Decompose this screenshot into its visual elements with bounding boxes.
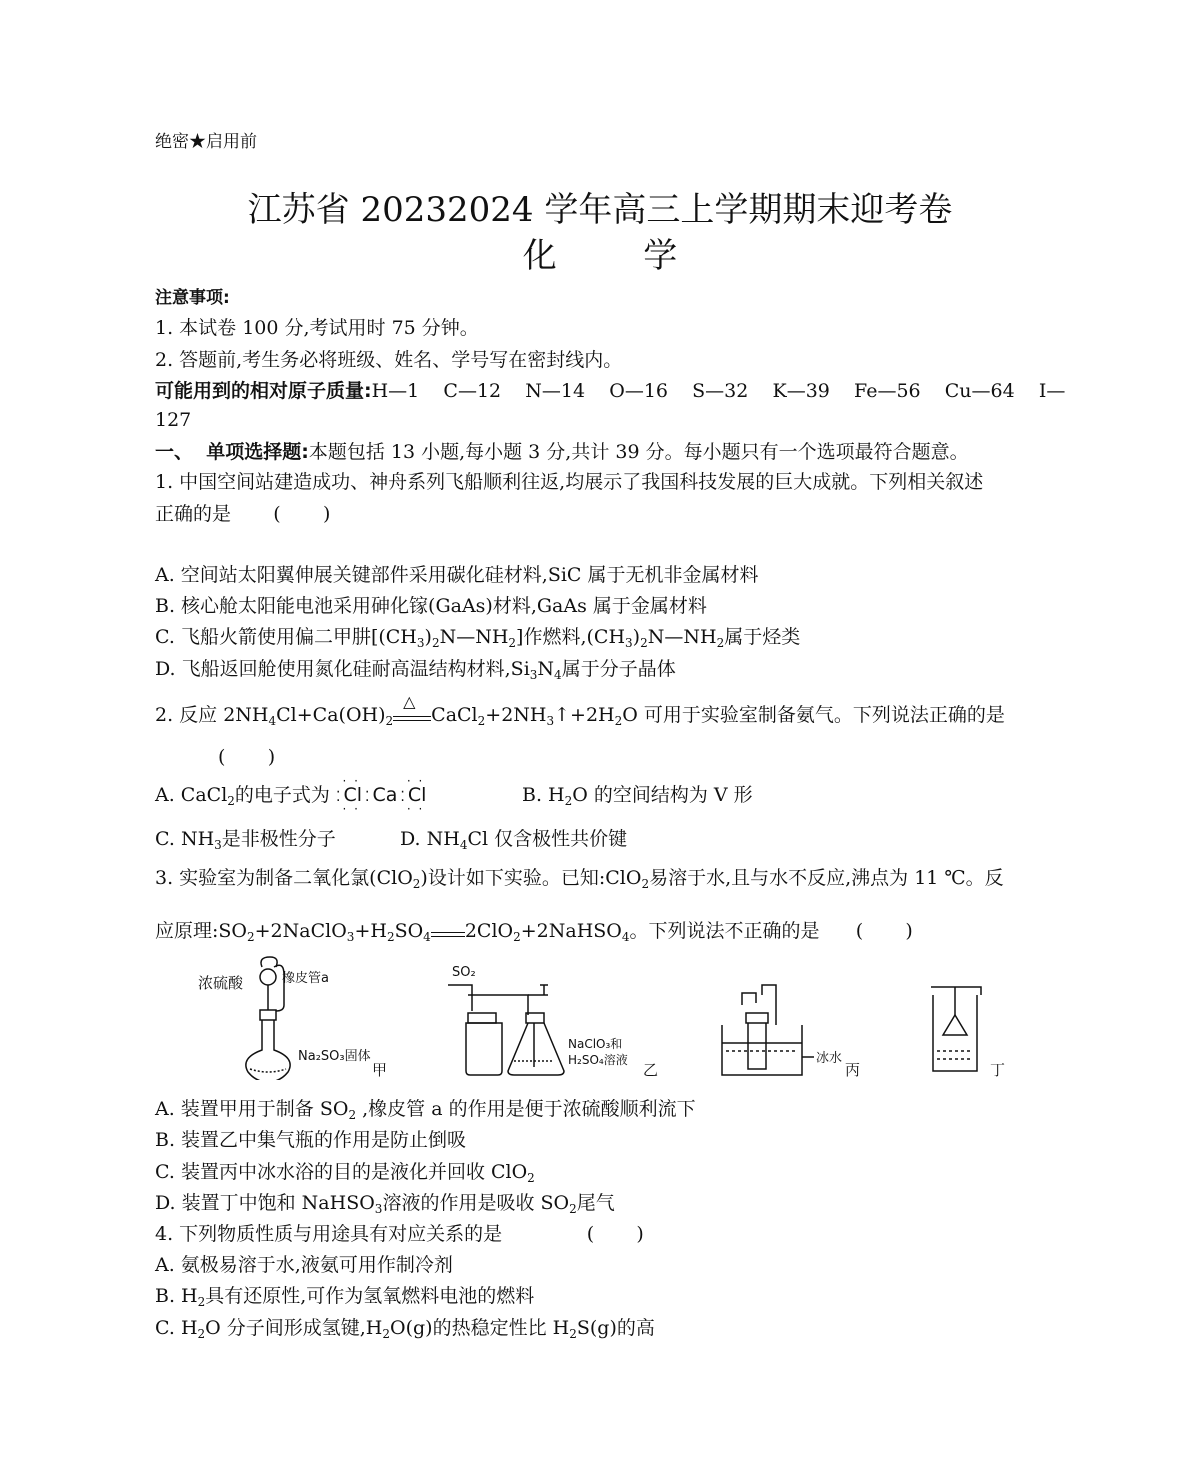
q1-option-b: B. 核心舱太阳能电池采用砷化镓(GaAs)材料,GaAs 属于金属材料 (155, 595, 707, 617)
electron-ca: Ca (372, 784, 398, 806)
q4-option-c: C. $H_2O$ 分子间形成氢键$,H_2O(g)$的热稳定性比 $H_2S(g)$的高 (155, 1317, 655, 1341)
exam-title: 江苏省 20232024 学年高三上学期期末迎考卷 (247, 190, 953, 230)
q3-option-b: B. 装置乙中集气瓶的作用是防止倒吸 (155, 1129, 467, 1151)
q2-option-a: A. CaCl$_2$的电子式为 ⁚· · Cl · · ⁚ Ca ⁚· · Cl · · (155, 783, 429, 813)
section-1-header (155, 440, 969, 464)
q3-option-a: A. 装置甲用于制备 $SO_2$ ,橡皮管 a 的作用是便于浓硫酸顺利流下 (155, 1098, 696, 1122)
electron-cl-left: · · Cl · · (340, 783, 365, 807)
secret-label: 绝密★启用前 (155, 132, 257, 152)
label-na2so3: Na₂SO₃固体 (298, 1049, 371, 1064)
q4-option-b: B. $H_2$具有还原性,可作为氢氧燃料电池的燃料 (155, 1285, 535, 1309)
q2-option-d: D. $NH_4Cl$ 仅含极性共价键 (400, 828, 628, 852)
label-rubber-tube: 橡皮管a (282, 971, 329, 986)
q2-option-c: C. $NH_3$是非极性分子 (155, 828, 336, 852)
q4-stem: 4. 下列物质性质与用途具有对应关系的是 ( ) (155, 1223, 644, 1245)
heat-condition (393, 691, 431, 721)
atomic-mass-line (155, 379, 1065, 403)
notice-item-2: 2. 答题前,考生务必将班级、姓名、学号写在密封线内。 (155, 349, 623, 371)
label-naclo3-2: H₂SO₄溶液 (568, 1053, 628, 1067)
q3-stem-2: 应原理$:SO_2+2NaClO_3+H_2SO_4$ 2ClO$_2$+2NaHSO$_4$。下列说法不正确的是 ( ) (155, 920, 913, 944)
q1-stem-1: 1. 中国空间站建造成功、神舟系列飞船顺利往返,均展示了我国科技发展的巨大成就。下列相关叙述 (155, 471, 984, 493)
notice-item-1: 1. 本试卷 100 分,考试用时 75 分钟。 (155, 317, 479, 339)
subject-title: 化 学 (522, 236, 678, 276)
label-conc-acid: 浓硫酸 (198, 974, 244, 992)
section-1-desc: 本题包括 13 小题,每小题 3 分,共计 39 分。每小题只有一个选项最符合题意。 (308, 441, 969, 463)
q1-stem-2: 正确的是 ( ) (155, 503, 331, 525)
q2-stem: 2. 反应 $2NH_4Cl+Ca(OH)_2$ △ $CaCl_2+2NH_3↑+2H_2O$ 可用于实验室制备氨气。下列说法正确的是 (155, 691, 1005, 728)
label-ice-water: 冰水 (816, 1051, 843, 1066)
heat-triangle-icon: △ (403, 691, 416, 711)
q4-option-a: A. 氨极易溶于水,液氨可用作制冷剂 (155, 1254, 453, 1276)
label-yi: 乙 (643, 1061, 659, 1079)
q3-option-c: C. 装置丙中冰水浴的目的是液化并回收 ClO$_2$ (155, 1161, 535, 1185)
atomic-mass-values: H—1 C—12 N—14 O—16 S—32 K—39 Fe—56 Cu—64 I— (371, 380, 1066, 402)
label-naclo3-1: NaClO₃和 (568, 1037, 623, 1051)
q1-option-a: A. 空间站太阳翼伸展关键部件采用碳化硅材料,SiC 属于无机非金属材料 (155, 564, 759, 586)
electron-cl-right: · · Cl · · (405, 783, 430, 807)
q3-option-d: D. 装置丁中饱和 NaHSO$_3$溶液的作用是吸收 $SO_2$尾气 (155, 1192, 615, 1216)
label-bing: 丙 (845, 1061, 861, 1079)
atomic-mass-label: 可能用到的相对原子质量: (155, 380, 372, 402)
q1-option-c: C. 飞船火箭使用偏二甲肼$[(CH_3)_2N—NH_2]$作燃料$,(CH_3)_2N—NH_2$属于烃类 (155, 626, 801, 650)
reaction-equals (431, 928, 465, 937)
q2-option-b: B. $H_2O$ 的空间结构为 V 形 (522, 784, 753, 808)
atomic-mass-cont: 127 (155, 409, 192, 431)
section-1-label: 一、 单项选择题: (155, 441, 309, 463)
apparatus-figure (190, 955, 1020, 1085)
q2-paren: ( ) (218, 746, 276, 768)
label-so2: SO₂ (452, 965, 476, 980)
q1-option-d: D. 飞船返回舱使用氮化硅耐高温结构材料$,Si_3N_4$属于分子晶体 (155, 658, 676, 682)
q3-stem-1: 3. 实验室为制备二氧化氯(ClO$_2$)设计如下实验。已知:ClO$_2$易溶于水,且与水不反应,沸点为 11 ℃。反 (155, 867, 1004, 891)
label-jia: 甲 (372, 1061, 388, 1079)
notice-heading: 注意事项: (155, 288, 230, 308)
label-ding: 丁 (990, 1061, 1006, 1079)
